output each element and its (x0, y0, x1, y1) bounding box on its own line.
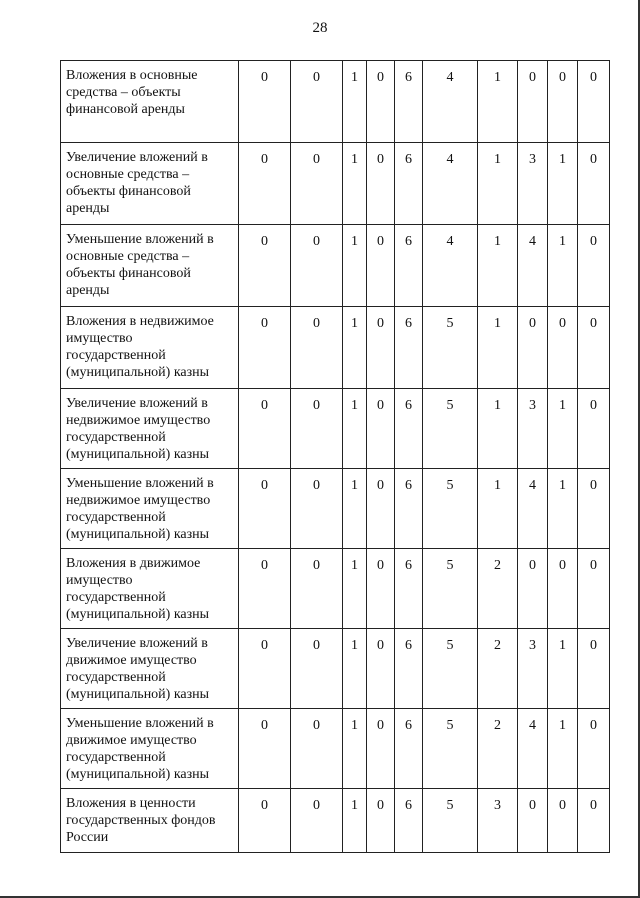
code-digit-cell: 0 (578, 389, 610, 469)
code-digit-cell: 1 (343, 789, 367, 853)
code-digit-cell: 5 (423, 307, 478, 389)
code-digit-cell: 0 (518, 549, 548, 629)
code-digit-cell: 0 (291, 789, 343, 853)
row-label: Увеличение вложений в движимое имущество государственной (муниципальной) казны (61, 629, 239, 709)
code-digit-cell: 0 (367, 789, 395, 853)
code-digit-cell: 1 (478, 225, 518, 307)
code-digit-cell: 6 (395, 307, 423, 389)
code-digit-cell: 6 (395, 225, 423, 307)
code-digit-cell: 0 (239, 307, 291, 389)
table-row (61, 389, 610, 469)
account-codes-table (60, 60, 610, 853)
code-digit-cell: 2 (478, 709, 518, 789)
code-digit-cell: 0 (518, 61, 548, 143)
table-row (61, 789, 610, 853)
code-digit-cell: 6 (395, 789, 423, 853)
row-label: Увеличение вложений в недвижимое имущество государственной (муниципальной) казны (61, 389, 239, 469)
code-digit-cell: 0 (239, 389, 291, 469)
code-digit-cell: 6 (395, 469, 423, 549)
row-label: Вложения в движимое имущество государственной (муниципальной) казны (61, 549, 239, 629)
table-row (61, 61, 610, 143)
code-digit-cell: 0 (578, 629, 610, 709)
code-digit-cell: 4 (518, 225, 548, 307)
code-digit-cell: 0 (291, 307, 343, 389)
code-digit-cell: 5 (423, 789, 478, 853)
code-digit-cell: 1 (343, 469, 367, 549)
code-digit-cell: 6 (395, 629, 423, 709)
code-digit-cell: 0 (578, 469, 610, 549)
row-label: Уменьшение вложений в основные средства – объекты финансовой аренды (61, 225, 239, 307)
code-digit-cell: 1 (548, 389, 578, 469)
row-label: Уменьшение вложений в недвижимое имущество государственной (муниципальной) казны (61, 469, 239, 549)
code-digit-cell: 4 (423, 61, 478, 143)
code-digit-cell: 6 (395, 549, 423, 629)
table-row (61, 307, 610, 389)
code-digit-cell: 0 (578, 61, 610, 143)
table-row (61, 549, 610, 629)
code-digit-cell: 0 (367, 307, 395, 389)
code-digit-cell: 5 (423, 389, 478, 469)
code-digit-cell: 0 (578, 307, 610, 389)
code-digit-cell: 0 (548, 61, 578, 143)
code-digit-cell: 5 (423, 549, 478, 629)
code-digit-cell: 0 (548, 549, 578, 629)
code-digit-cell: 2 (478, 549, 518, 629)
code-digit-cell: 4 (518, 709, 548, 789)
code-digit-cell: 0 (291, 389, 343, 469)
table-row (61, 143, 610, 225)
code-digit-cell: 5 (423, 629, 478, 709)
code-digit-cell: 0 (291, 61, 343, 143)
code-digit-cell: 1 (548, 225, 578, 307)
code-digit-cell: 4 (423, 225, 478, 307)
code-digit-cell: 1 (548, 709, 578, 789)
code-digit-cell: 0 (578, 709, 610, 789)
row-label: Вложения в основные средства – объекты финансовой аренды (61, 61, 239, 143)
code-digit-cell: 0 (239, 629, 291, 709)
code-digit-cell: 4 (423, 143, 478, 225)
table-row (61, 225, 610, 307)
code-digit-cell: 1 (343, 225, 367, 307)
code-digit-cell: 0 (367, 61, 395, 143)
code-digit-cell: 1 (343, 549, 367, 629)
row-label: Увеличение вложений в основные средства – объекты финансовой аренды (61, 143, 239, 225)
code-digit-cell: 0 (518, 307, 548, 389)
code-digit-cell: 0 (291, 143, 343, 225)
code-digit-cell: 5 (423, 709, 478, 789)
code-digit-cell: 0 (367, 629, 395, 709)
code-digit-cell: 0 (367, 143, 395, 225)
code-digit-cell: 1 (343, 629, 367, 709)
code-digit-cell: 1 (548, 143, 578, 225)
code-digit-cell: 1 (478, 307, 518, 389)
code-digit-cell: 0 (367, 225, 395, 307)
code-digit-cell: 6 (395, 709, 423, 789)
code-digit-cell: 0 (239, 549, 291, 629)
code-digit-cell: 0 (578, 549, 610, 629)
code-digit-cell: 1 (478, 143, 518, 225)
code-digit-cell: 0 (548, 789, 578, 853)
code-digit-cell: 3 (478, 789, 518, 853)
row-label: Вложения в ценности государственных фондов России (61, 789, 239, 853)
code-digit-cell: 0 (578, 143, 610, 225)
code-digit-cell: 0 (578, 789, 610, 853)
page-number: 28 (312, 20, 328, 36)
code-digit-cell: 1 (548, 469, 578, 549)
code-digit-cell: 0 (291, 225, 343, 307)
row-label: Вложения в недвижимое имущество государственной (муниципальной) казны (61, 307, 239, 389)
code-digit-cell: 3 (518, 389, 548, 469)
code-digit-cell: 0 (239, 61, 291, 143)
code-digit-cell: 0 (291, 549, 343, 629)
code-digit-cell: 1 (343, 709, 367, 789)
code-digit-cell: 0 (518, 789, 548, 853)
code-digit-cell: 1 (343, 307, 367, 389)
code-digit-cell: 1 (478, 61, 518, 143)
code-digit-cell: 3 (518, 143, 548, 225)
code-digit-cell: 1 (343, 389, 367, 469)
code-digit-cell: 0 (548, 307, 578, 389)
code-digit-cell: 0 (239, 469, 291, 549)
code-digit-cell: 0 (239, 709, 291, 789)
code-digit-cell: 5 (423, 469, 478, 549)
code-digit-cell: 0 (239, 225, 291, 307)
code-digit-cell: 0 (367, 389, 395, 469)
code-digit-cell: 1 (478, 389, 518, 469)
code-digit-cell: 0 (291, 709, 343, 789)
table-row (61, 709, 610, 789)
code-digit-cell: 4 (518, 469, 548, 549)
code-digit-cell: 6 (395, 389, 423, 469)
code-digit-cell: 0 (239, 789, 291, 853)
code-digit-cell: 6 (395, 61, 423, 143)
code-digit-cell: 1 (548, 629, 578, 709)
code-digit-cell: 3 (518, 629, 548, 709)
code-digit-cell: 1 (478, 469, 518, 549)
code-digit-cell: 1 (343, 143, 367, 225)
code-digit-cell: 0 (291, 629, 343, 709)
code-digit-cell: 0 (578, 225, 610, 307)
code-digit-cell: 0 (291, 469, 343, 549)
code-digit-cell: 0 (367, 709, 395, 789)
code-digit-cell: 0 (367, 469, 395, 549)
row-label: Уменьшение вложений в движимое имущество государственной (муниципальной) казны (61, 709, 239, 789)
code-digit-cell: 1 (343, 61, 367, 143)
code-digit-cell: 0 (239, 143, 291, 225)
table-row (61, 469, 610, 549)
code-digit-cell: 0 (367, 549, 395, 629)
table-row (61, 629, 610, 709)
code-digit-cell: 6 (395, 143, 423, 225)
code-digit-cell: 2 (478, 629, 518, 709)
